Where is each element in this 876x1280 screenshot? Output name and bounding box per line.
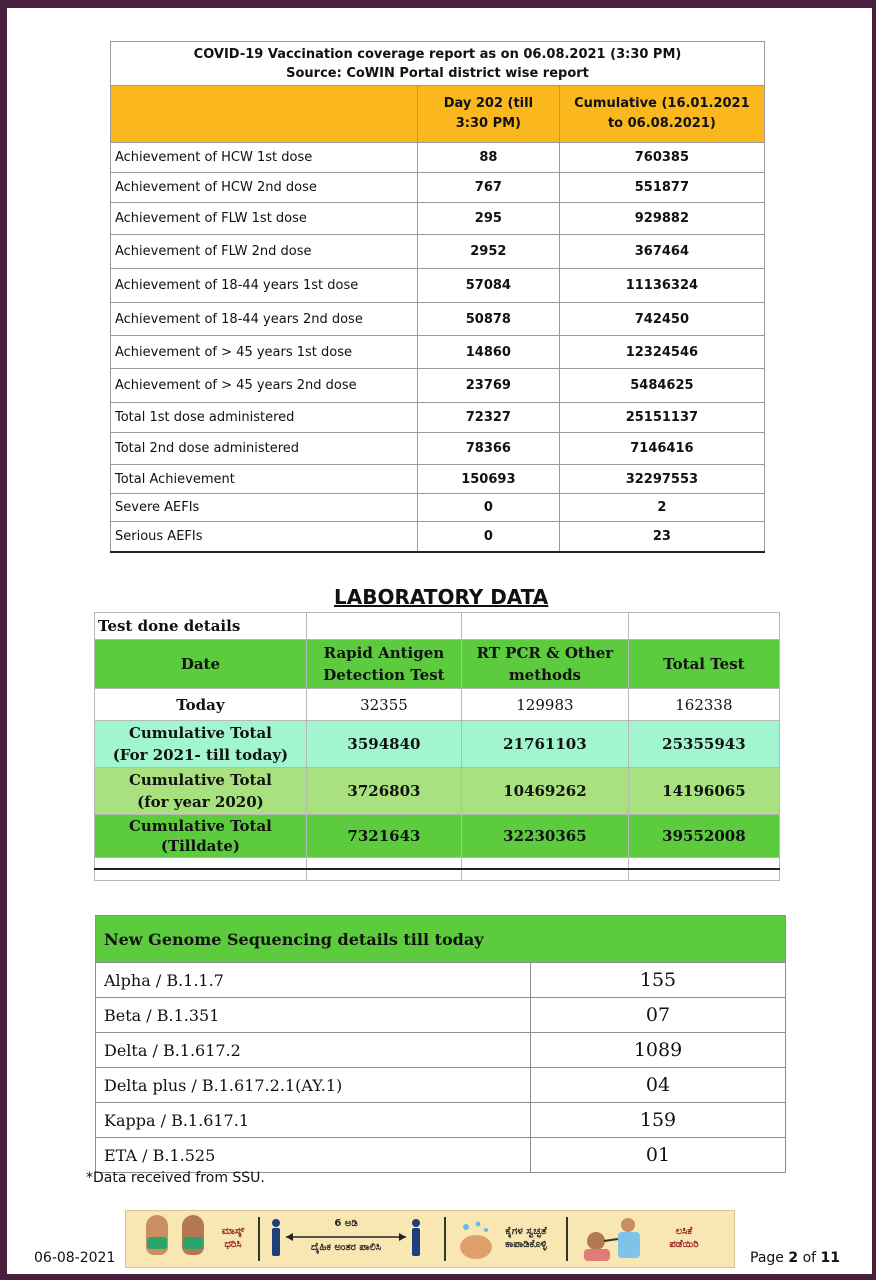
footer-date: 06-08-2021 [34, 1250, 116, 1266]
vaccination-row [111, 369, 765, 403]
page-total: 11 [820, 1250, 840, 1266]
hand-hygiene-text: ಕೈಗಳ ಸ್ವಚ್ಛತೆ ಕಾಪಾಡಿಕೊಳ್ಳಿ [505, 1226, 547, 1250]
row-label: Achievement of 18-44 years 1st dose [111, 269, 418, 303]
footer-page-number [750, 1250, 840, 1266]
vaccination-row [111, 235, 765, 269]
row-day-value: 150693 [417, 465, 559, 494]
lab-header-date: Date [95, 640, 307, 689]
lab-cell-total: 39552008 [628, 815, 779, 858]
lab-cell-rtpcr: 129983 [462, 689, 629, 721]
footnote: *Data received from SSU. [86, 1170, 265, 1186]
page-border-right [872, 0, 876, 1280]
lab-cell-rtpcr: 10469262 [462, 768, 629, 815]
genome-header-row [96, 916, 786, 963]
row-cumulative-value: 23 [559, 522, 764, 552]
row-label: Achievement of 18-44 years 2nd dose [111, 303, 418, 336]
variant-name: ETA / B.1.525 [96, 1138, 531, 1173]
banner-separator [444, 1217, 446, 1261]
genome-row [96, 1138, 786, 1173]
page-border-top [0, 0, 876, 8]
row-cumulative-value: 5484625 [559, 369, 764, 403]
row-day-value: 57084 [417, 269, 559, 303]
row-day-value: 2952 [417, 235, 559, 269]
variant-name: Alpha / B.1.1.7 [96, 963, 531, 998]
lab-header-row [95, 640, 780, 689]
row-label: Total 2nd dose administered [111, 433, 418, 465]
genome-row [96, 1103, 786, 1138]
lab-cell-total: 14196065 [628, 768, 779, 815]
lab-row-label [95, 768, 307, 815]
row-day-value: 78366 [417, 433, 559, 465]
page-current: 2 [788, 1250, 799, 1266]
vaccination-row [111, 465, 765, 494]
lab-blank-cell [628, 613, 779, 640]
row-cumulative-value: 32297553 [559, 465, 764, 494]
genome-row [96, 1033, 786, 1068]
lab-table [94, 612, 780, 881]
header-day: Day 202 (till 3:30 PM) [417, 86, 559, 143]
row-label: Achievement of > 45 years 1st dose [111, 336, 418, 369]
vaccination-row [111, 494, 765, 522]
row-cumulative-value: 760385 [559, 143, 764, 173]
lab-row-label-line1: Cumulative Total [128, 724, 272, 742]
hand-wash-icon [456, 1219, 496, 1261]
variant-count: 07 [531, 998, 786, 1033]
row-cumulative-value: 25151137 [559, 403, 764, 433]
lab-row-label-line1: Cumulative Total [128, 771, 272, 789]
banner-separator [258, 1217, 260, 1261]
mask-text: ಮಾಸ್ಕ್ ಧರಿಸಿ [221, 1226, 245, 1250]
vaccination-title-line1: COVID-19 Vaccination coverage report as on 06.08.2021 (3:30 PM) [193, 46, 682, 62]
lab-cell-total: 162338 [628, 689, 779, 721]
row-day-value: 0 [417, 494, 559, 522]
lab-row-today [95, 689, 780, 721]
row-day-value: 0 [417, 522, 559, 552]
page-label: Page [750, 1250, 784, 1266]
lab-row-label-line2: (for year 2020) [137, 793, 264, 811]
lab-cell-rat: 3594840 [306, 721, 461, 768]
lab-row-cumulative-tilldate [95, 815, 780, 858]
lab-cell-rtpcr: 21761103 [462, 721, 629, 768]
row-label: Achievement of HCW 2nd dose [111, 173, 418, 203]
vaccination-row [111, 336, 765, 369]
lab-cell-rat: 32355 [306, 689, 461, 721]
lab-header-rtpcr: RT PCR & Other methods [462, 640, 629, 689]
lab-row-label-line2: (Tilldate) [160, 837, 240, 855]
lab-row-label-line2: (For 2021- till today) [112, 746, 289, 764]
distance-label: 6 ಅಡಿ [334, 1218, 358, 1229]
lab-test-done-label: Test done details [95, 613, 307, 640]
vaccination-title-row [111, 42, 765, 86]
row-label: Severe AEFIs [111, 494, 418, 522]
vaccination-row [111, 173, 765, 203]
lab-blank-cell [306, 613, 461, 640]
lab-cell-rat: 7321643 [306, 815, 461, 858]
vaccination-row [111, 303, 765, 336]
vaccination-source: Source: CoWIN Portal district wise report [286, 65, 589, 81]
row-cumulative-value: 367464 [559, 235, 764, 269]
vaccination-row [111, 522, 765, 552]
genome-row [96, 963, 786, 998]
lab-cell-total: 25355943 [628, 721, 779, 768]
vaccination-row [111, 269, 765, 303]
row-label: Achievement of > 45 years 2nd dose [111, 369, 418, 403]
row-cumulative-value: 11136324 [559, 269, 764, 303]
row-day-value: 295 [417, 203, 559, 235]
header-cumulative: Cumulative (16.01.2021 to 06.08.2021) [559, 86, 764, 143]
variant-count: 04 [531, 1068, 786, 1103]
row-cumulative-value: 12324546 [559, 336, 764, 369]
row-label: Total 1st dose administered [111, 403, 418, 433]
variant-name: Delta plus / B.1.617.2.1(AY.1) [96, 1068, 531, 1103]
header-blank [111, 86, 418, 143]
vaccination-header-row [111, 86, 765, 143]
row-day-value: 72327 [417, 403, 559, 433]
covid-appropriate-behaviour-banner [125, 1210, 735, 1268]
banner-separator [566, 1217, 568, 1261]
row-cumulative-value: 551877 [559, 173, 764, 203]
row-label: Serious AEFIs [111, 522, 418, 552]
lab-row-label [95, 815, 307, 858]
page-border-left [0, 0, 7, 1280]
row-cumulative-value: 742450 [559, 303, 764, 336]
row-cumulative-value: 929882 [559, 203, 764, 235]
vaccination-title [111, 42, 765, 86]
vaccination-row [111, 403, 765, 433]
variant-count: 155 [531, 963, 786, 998]
lab-header-total: Total Test [628, 640, 779, 689]
lab-cell-rtpcr: 32230365 [462, 815, 629, 858]
row-day-value: 88 [417, 143, 559, 173]
row-day-value: 50878 [417, 303, 559, 336]
variant-name: Delta / B.1.617.2 [96, 1033, 531, 1068]
vaccination-table [110, 41, 765, 553]
row-label: Achievement of HCW 1st dose [111, 143, 418, 173]
row-day-value: 23769 [417, 369, 559, 403]
vaccination-row [111, 143, 765, 173]
row-day-value: 14860 [417, 336, 559, 369]
lab-row-cumulative-2020 [95, 768, 780, 815]
vaccination-row [111, 203, 765, 235]
distance-text: ದೈಹಿಕ ಅಂತರ ಪಾಲಿಸಿ [310, 1242, 382, 1253]
masked-person-icon [146, 1215, 168, 1255]
page-of: of [802, 1250, 817, 1266]
genome-table [95, 915, 786, 1173]
lab-test-done-row [95, 613, 780, 640]
vaccine-text: ಲಸಿಕೆ ಪಡೆಯಿರಿ [669, 1226, 699, 1250]
variant-count: 01 [531, 1138, 786, 1173]
page-border-bottom [0, 1274, 876, 1280]
variant-count: 159 [531, 1103, 786, 1138]
genome-row [96, 998, 786, 1033]
variant-name: Beta / B.1.351 [96, 998, 531, 1033]
lab-blank-cell [462, 613, 629, 640]
row-label: Achievement of FLW 2nd dose [111, 235, 418, 269]
vaccination-icon [578, 1215, 648, 1263]
genome-title: New Genome Sequencing details till today [96, 916, 786, 963]
lab-bottom-rule [94, 868, 780, 870]
lab-header-rat: Rapid Antigen Detection Test [306, 640, 461, 689]
row-day-value: 767 [417, 173, 559, 203]
row-label: Total Achievement [111, 465, 418, 494]
row-cumulative-value: 7146416 [559, 433, 764, 465]
masked-person-icon [182, 1215, 204, 1255]
genome-row [96, 1068, 786, 1103]
lab-row-label-line1: Cumulative Total [128, 817, 272, 835]
lab-cell-rat: 3726803 [306, 768, 461, 815]
variant-count: 1089 [531, 1033, 786, 1068]
lab-row-cumulative-2021 [95, 721, 780, 768]
variant-name: Kappa / B.1.617.1 [96, 1103, 531, 1138]
lab-heading: LABORATORY DATA [334, 585, 549, 609]
row-label: Achievement of FLW 1st dose [111, 203, 418, 235]
row-cumulative-value: 2 [559, 494, 764, 522]
lab-row-label: Today [95, 689, 307, 721]
vaccination-row [111, 433, 765, 465]
lab-row-label [95, 721, 307, 768]
